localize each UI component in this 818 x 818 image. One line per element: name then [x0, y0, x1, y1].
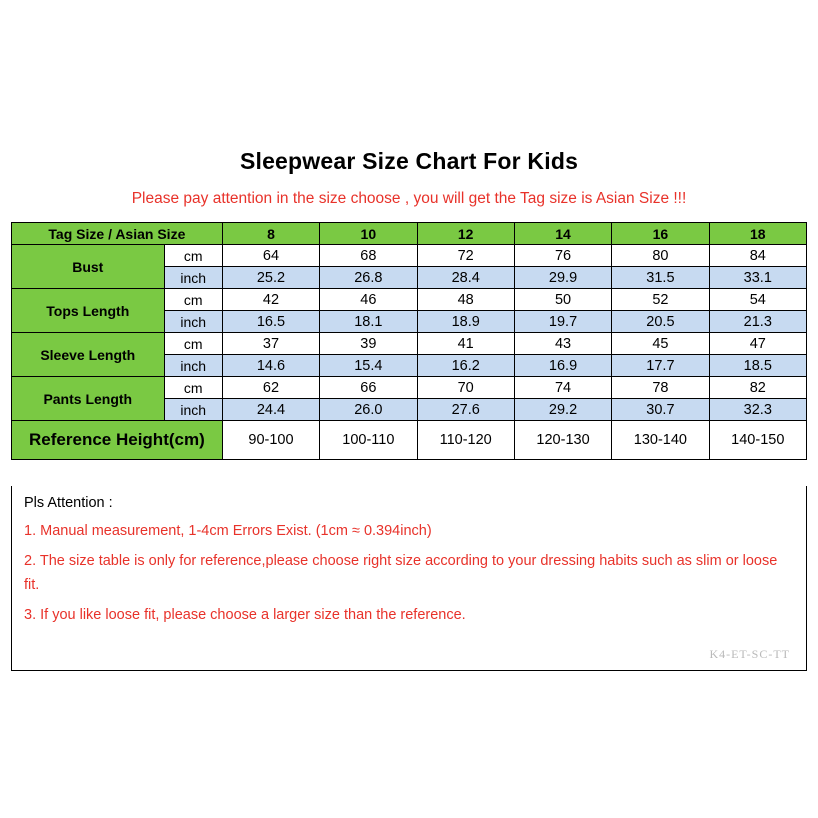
- row-label-tops-length: Tops Length: [12, 289, 165, 333]
- unit-inch: inch: [164, 267, 222, 289]
- unit-cm: cm: [164, 289, 222, 311]
- page-title: Sleepwear Size Chart For Kids: [239, 148, 579, 174]
- cell-sleeve-cm-16: 45: [612, 333, 709, 355]
- cell-sleeve-inch-18: 18.5: [709, 355, 806, 377]
- cell-bust-cm-8: 64: [222, 245, 319, 267]
- cell-sleeve-cm-10: 39: [320, 333, 417, 355]
- cell-tops-cm-8: 42: [222, 289, 319, 311]
- row-label-pants-length: Pants Length: [12, 377, 165, 421]
- cell-tops-cm-12: 48: [417, 289, 514, 311]
- cell-pants-cm-18: 82: [709, 377, 806, 399]
- unit-cm: cm: [164, 245, 222, 267]
- cell-tops-inch-16: 20.5: [612, 311, 709, 333]
- cell-bust-cm-10: 68: [320, 245, 417, 267]
- watermark-code: K4-ET-SC-TT: [709, 647, 790, 661]
- cell-tops-inch-12: 18.9: [417, 311, 514, 333]
- cell-pants-cm-16: 78: [612, 377, 709, 399]
- cell-refheight-14: 120-130: [514, 421, 611, 460]
- cell-bust-inch-10: 26.8: [320, 267, 417, 289]
- note-line-2: 2. The size table is only for reference,please choose right size according to your dressing habits such as slim or loose fit.: [24, 552, 778, 593]
- note-line-3: 3. If you like loose fit, please choose a larger size than the reference.: [24, 606, 466, 623]
- cell-refheight-18: 140-150: [709, 421, 806, 460]
- table-row: [12, 245, 807, 267]
- header-tag-size: Tag Size / Asian Size: [12, 223, 223, 245]
- cell-pants-cm-10: 66: [320, 377, 417, 399]
- cell-sleeve-cm-12: 41: [417, 333, 514, 355]
- cell-pants-inch-18: 32.3: [709, 399, 806, 421]
- cell-sleeve-inch-16: 17.7: [612, 355, 709, 377]
- cell-refheight-8: 90-100: [222, 421, 319, 460]
- notes-heading: Pls Attention :: [24, 495, 113, 511]
- cell-pants-inch-14: 29.2: [514, 399, 611, 421]
- note-line-1: 1. Manual measurement, 1-4cm Errors Exist. (1cm ≈ 0.394inch): [24, 523, 432, 539]
- cell-bust-inch-12: 28.4: [417, 267, 514, 289]
- cell-sleeve-inch-12: 16.2: [417, 355, 514, 377]
- cell-pants-cm-8: 62: [222, 377, 319, 399]
- header-size-16: 16: [612, 223, 709, 245]
- cell-tops-inch-18: 21.3: [709, 311, 806, 333]
- cell-pants-inch-16: 30.7: [612, 399, 709, 421]
- header-size-8: 8: [222, 223, 319, 245]
- unit-inch: inch: [164, 399, 222, 421]
- cell-bust-inch-16: 31.5: [612, 267, 709, 289]
- cell-tops-inch-8: 16.5: [222, 311, 319, 333]
- cell-pants-inch-12: 27.6: [417, 399, 514, 421]
- cell-bust-cm-18: 84: [709, 245, 806, 267]
- cell-bust-cm-14: 76: [514, 245, 611, 267]
- header-size-10: 10: [320, 223, 417, 245]
- cell-tops-cm-10: 46: [320, 289, 417, 311]
- cell-sleeve-cm-18: 47: [709, 333, 806, 355]
- row-label-bust: Bust: [12, 245, 165, 289]
- unit-cm: cm: [164, 377, 222, 399]
- cell-bust-inch-18: 33.1: [709, 267, 806, 289]
- unit-cm: cm: [164, 333, 222, 355]
- cell-bust-cm-12: 72: [417, 245, 514, 267]
- cell-pants-cm-12: 70: [417, 377, 514, 399]
- cell-refheight-12: 110-120: [417, 421, 514, 460]
- size-chart-table: [11, 222, 807, 460]
- cell-refheight-16: 130-140: [612, 421, 709, 460]
- cell-pants-inch-10: 26.0: [320, 399, 417, 421]
- cell-tops-inch-10: 18.1: [320, 311, 417, 333]
- header-size-12: 12: [417, 223, 514, 245]
- cell-sleeve-cm-8: 37: [222, 333, 319, 355]
- header-size-14: 14: [514, 223, 611, 245]
- cell-sleeve-cm-14: 43: [514, 333, 611, 355]
- table-row: [12, 289, 807, 311]
- size-chart-container: [11, 222, 807, 460]
- table-row: [12, 377, 807, 399]
- table-header-row: [12, 223, 807, 245]
- row-label-reference-height: Reference Height(cm): [12, 421, 223, 460]
- cell-sleeve-inch-10: 15.4: [320, 355, 417, 377]
- cell-bust-inch-8: 25.2: [222, 267, 319, 289]
- cell-bust-inch-14: 29.9: [514, 267, 611, 289]
- cell-tops-cm-14: 50: [514, 289, 611, 311]
- cell-bust-cm-16: 80: [612, 245, 709, 267]
- table-row: [12, 333, 807, 355]
- cell-tops-inch-14: 19.7: [514, 311, 611, 333]
- page-subtitle: Please pay attention in the size choose , you will get the Tag size is Asian Size !!!: [131, 190, 687, 207]
- cell-pants-inch-8: 24.4: [222, 399, 319, 421]
- row-label-sleeve-length: Sleeve Length: [12, 333, 165, 377]
- cell-sleeve-inch-8: 14.6: [222, 355, 319, 377]
- cell-refheight-10: 100-110: [320, 421, 417, 460]
- unit-inch: inch: [164, 311, 222, 333]
- unit-inch: inch: [164, 355, 222, 377]
- attention-notes-box: [11, 486, 807, 671]
- cell-tops-cm-18: 54: [709, 289, 806, 311]
- cell-sleeve-inch-14: 16.9: [514, 355, 611, 377]
- cell-pants-cm-14: 74: [514, 377, 611, 399]
- table-row-reference-height: [12, 421, 807, 460]
- cell-tops-cm-16: 52: [612, 289, 709, 311]
- header-size-18: 18: [709, 223, 806, 245]
